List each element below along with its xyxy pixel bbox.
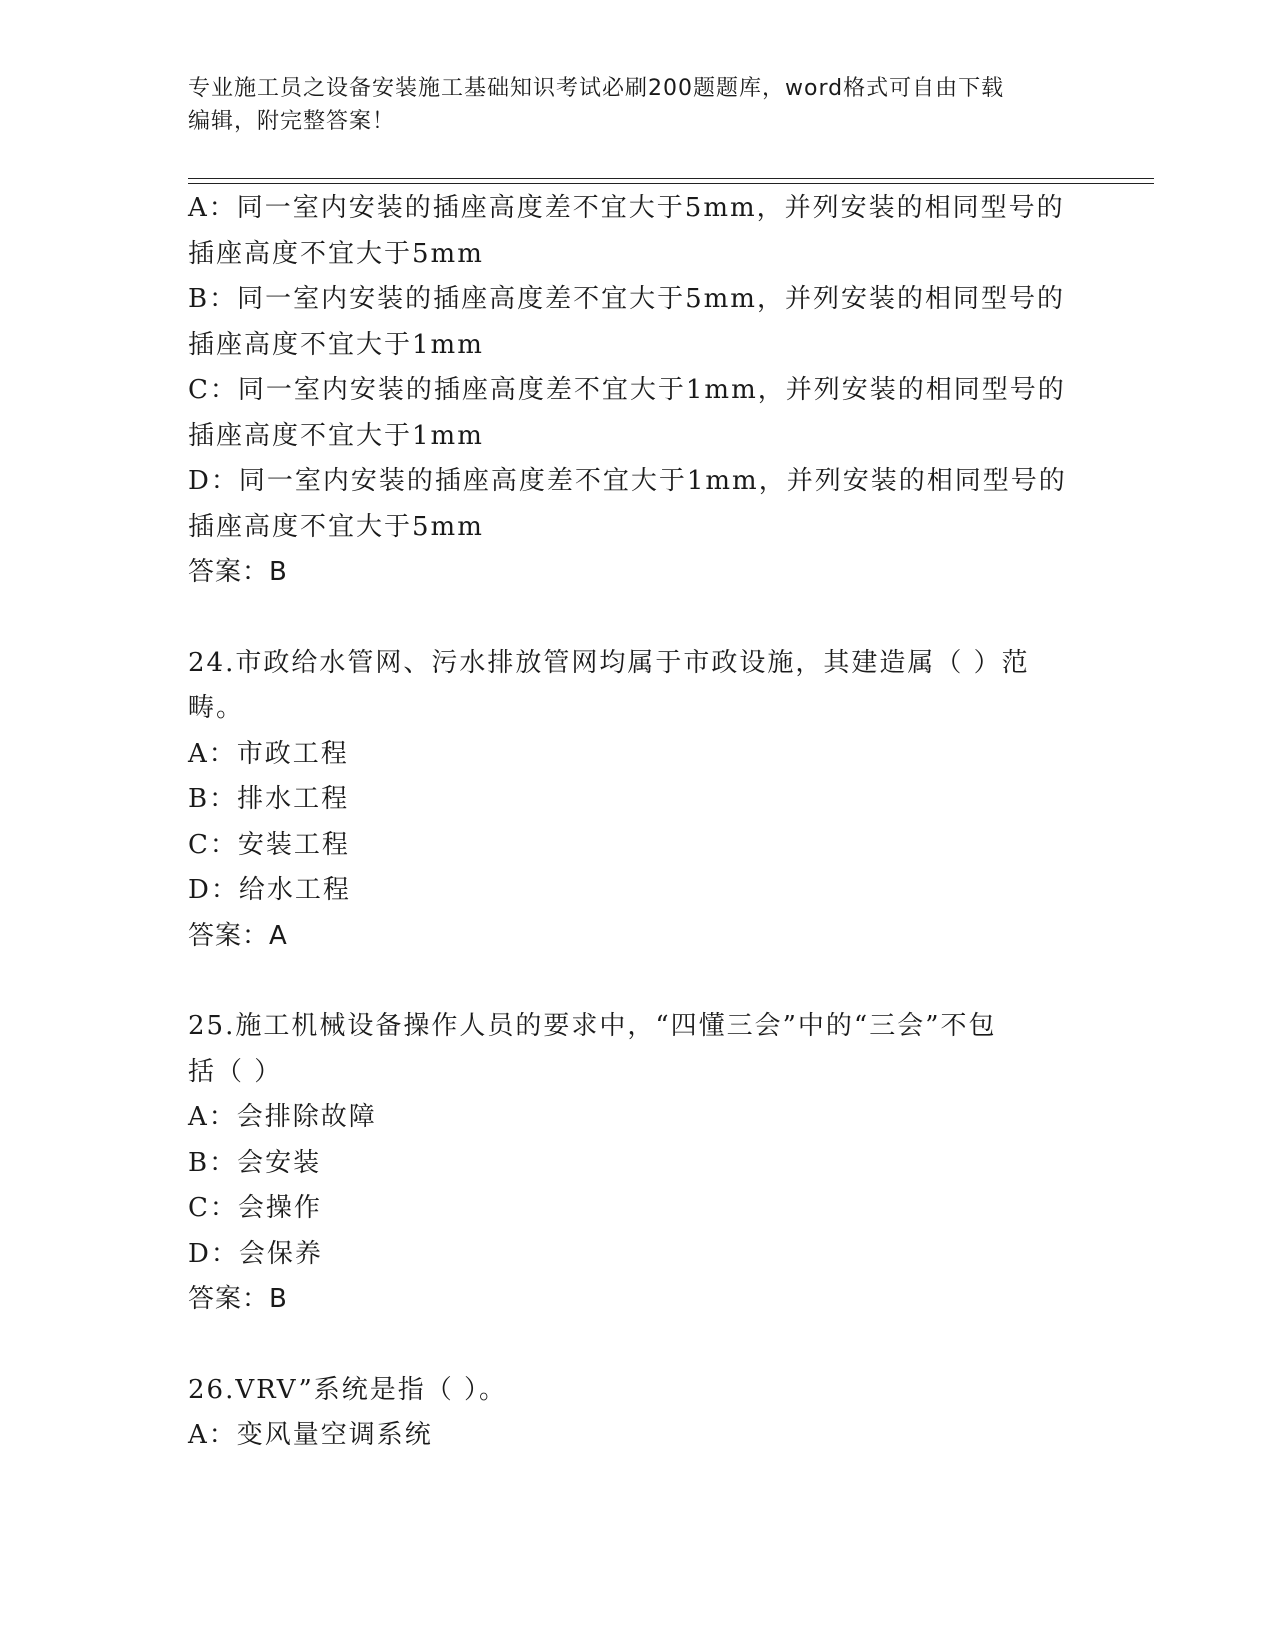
question-stem: 25.施工机械设备操作人员的要求中，“四懂三会”中的“三会”不包 bbox=[188, 1011, 997, 1041]
option-b: B：排水工程 bbox=[188, 784, 350, 814]
option-line: 插座高度不宜大于1mm bbox=[188, 420, 484, 451]
question-spacer bbox=[188, 596, 1088, 641]
document-header bbox=[188, 72, 1068, 138]
header-divider-top bbox=[188, 178, 1154, 179]
option-d: D：会保养 bbox=[188, 1238, 323, 1269]
option-a: A：会排除故障 bbox=[188, 1102, 377, 1132]
question-24 bbox=[188, 641, 1088, 960]
option-line: B：同一室内安装的插座高度差不宜大于5mm，并列安装的相同型号的 bbox=[188, 284, 1065, 314]
option-c bbox=[188, 368, 1088, 459]
header-title-line-2: 编辑，附完整答案！ bbox=[188, 109, 396, 134]
option-a: A：变风量空调系统 bbox=[188, 1420, 433, 1450]
question-26 bbox=[188, 1368, 1088, 1459]
question-spacer bbox=[188, 959, 1088, 1004]
option-line: 插座高度不宜大于1mm bbox=[188, 329, 484, 360]
question-stem: 括（ ） bbox=[188, 1056, 283, 1087]
question-23 bbox=[188, 186, 1088, 596]
option-a: A：市政工程 bbox=[188, 738, 349, 769]
question-spacer bbox=[188, 1323, 1088, 1368]
option-a bbox=[188, 186, 1088, 277]
option-c: C：安装工程 bbox=[188, 829, 350, 860]
question-25 bbox=[188, 1004, 1088, 1323]
option-line: 插座高度不宜大于5mm bbox=[188, 238, 484, 269]
answer-text: 答案：B bbox=[188, 557, 288, 587]
header-divider-bottom bbox=[188, 183, 1154, 184]
option-c: C：会操作 bbox=[188, 1193, 322, 1223]
header-title-line-1: 专业施工员之设备安装施工基础知识考试必刷200题题库，word格式可自由下载 bbox=[188, 76, 1005, 101]
option-line: D：同一室内安装的插座高度差不宜大于1mm，并列安装的相同型号的 bbox=[188, 466, 1067, 496]
question-stem: 畴。 bbox=[188, 693, 245, 723]
question-stem: 24.市政给水管网、污水排放管网均属于市政设施，其建造属（ ）范 bbox=[188, 647, 1030, 678]
answer-text: 答案：A bbox=[188, 920, 288, 951]
option-d bbox=[188, 459, 1088, 550]
option-b bbox=[188, 277, 1088, 368]
option-line: A：同一室内安装的插座高度差不宜大于5mm，并列安装的相同型号的 bbox=[188, 193, 1065, 223]
option-b: B：会安装 bbox=[188, 1147, 322, 1178]
question-stem: 26.VRV”系统是指（ ）。 bbox=[188, 1374, 508, 1405]
question-list bbox=[188, 186, 1088, 1459]
option-line: 插座高度不宜大于5mm bbox=[188, 511, 484, 542]
answer-text: 答案：B bbox=[188, 1284, 288, 1314]
option-line: C：同一室内安装的插座高度差不宜大于1mm，并列安装的相同型号的 bbox=[188, 375, 1066, 405]
option-d: D：给水工程 bbox=[188, 875, 351, 905]
